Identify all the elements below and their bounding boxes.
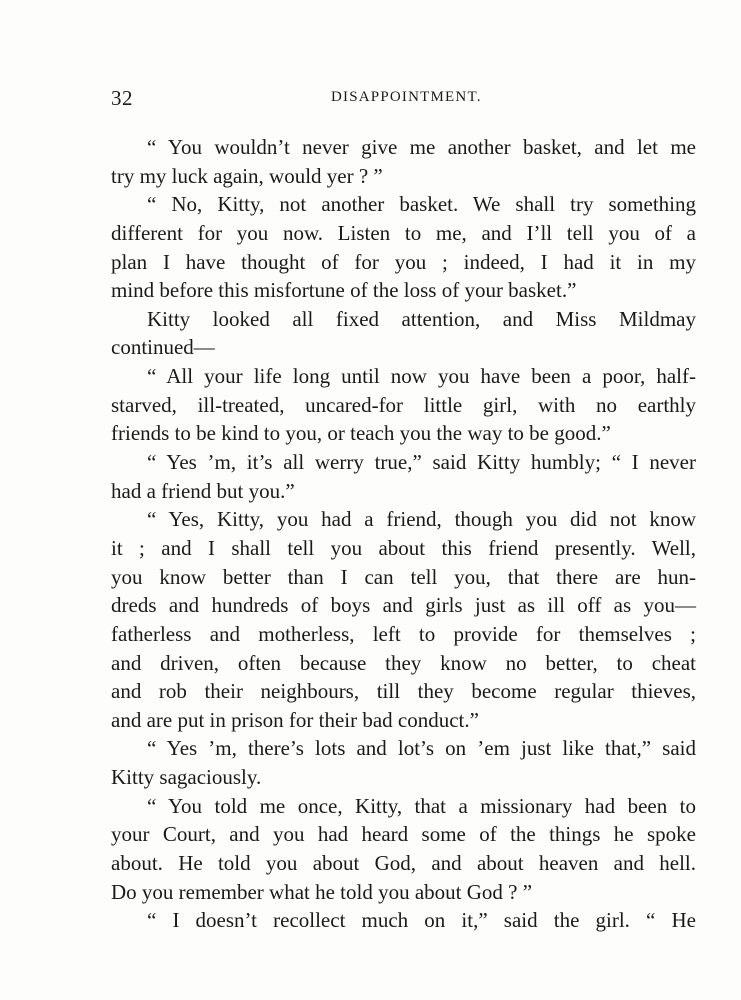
text-line: “ No, Kitty, not another basket. We shall try something xyxy=(147,192,696,217)
page-number: 32 xyxy=(111,86,133,110)
text-line: “ Yes, Kitty, you had a friend, though you did not know xyxy=(147,507,696,532)
text-line: “ Yes ’m, there’s lots and lot’s on ’em just like that,” said xyxy=(147,736,696,761)
text-line: and rob their neighbours, till they become regular thieves, xyxy=(111,679,696,704)
text-line: fatherless and motherless, left to provide for themselves ; xyxy=(111,621,696,646)
text-line: “ I doesn’t recollect much on it,” said the girl. “ He xyxy=(147,908,696,933)
text-line: about. He told you about God, and about heaven and hell. xyxy=(111,851,696,876)
text-line: you know better than I can tell you, that there are hun- xyxy=(111,564,696,589)
text-line: different for you now. Listen to me, and I’ll tell you of a xyxy=(111,220,696,245)
text-line: “ All your life long until now you have been a poor, half- xyxy=(147,364,696,389)
text-line: dreds and hundreds of boys and girls just as ill off as you— xyxy=(111,593,696,618)
text-line: mind before this misfortune of the loss of your basket.” xyxy=(111,278,577,303)
text-line: and driven, often because they know no better, to cheat xyxy=(111,650,696,675)
text-line: Kitty looked all fixed attention, and Miss Mildmay xyxy=(147,306,696,331)
text-line: your Court, and you had heard some of the things he spoke xyxy=(111,822,696,847)
text-line: friends to be kind to you, or teach you the way to be good.” xyxy=(111,421,611,446)
text-line: starved, ill-treated, uncared-for little girl, with no earthly xyxy=(111,392,696,417)
text-line: plan I have thought of for you ; indeed, I had it in my xyxy=(111,249,696,274)
body-text xyxy=(111,133,696,935)
text-line: had a friend but you.” xyxy=(111,478,295,503)
text-line: Kitty sagaciously. xyxy=(111,765,262,790)
text-line: Do you remember what he told you about God ? ” xyxy=(111,879,533,904)
page-header xyxy=(111,86,696,112)
text-line: “ Yes ’m, it’s all werry true,” said Kitty humbly; “ I never xyxy=(147,450,696,475)
text-line: it ; and I shall tell you about this friend presently. Well, xyxy=(111,535,696,560)
text-line: “ You wouldn’t never give me another basket, and let me xyxy=(147,135,696,159)
text-line: and are put in prison for their bad conduct.” xyxy=(111,707,479,732)
text-line: continued— xyxy=(111,335,215,360)
text-line: try my luck again, would yer ? ” xyxy=(111,163,383,188)
running-head: DISAPPOINTMENT. xyxy=(331,89,482,105)
text-line: “ You told me once, Kitty, that a missionary had been to xyxy=(147,793,696,818)
